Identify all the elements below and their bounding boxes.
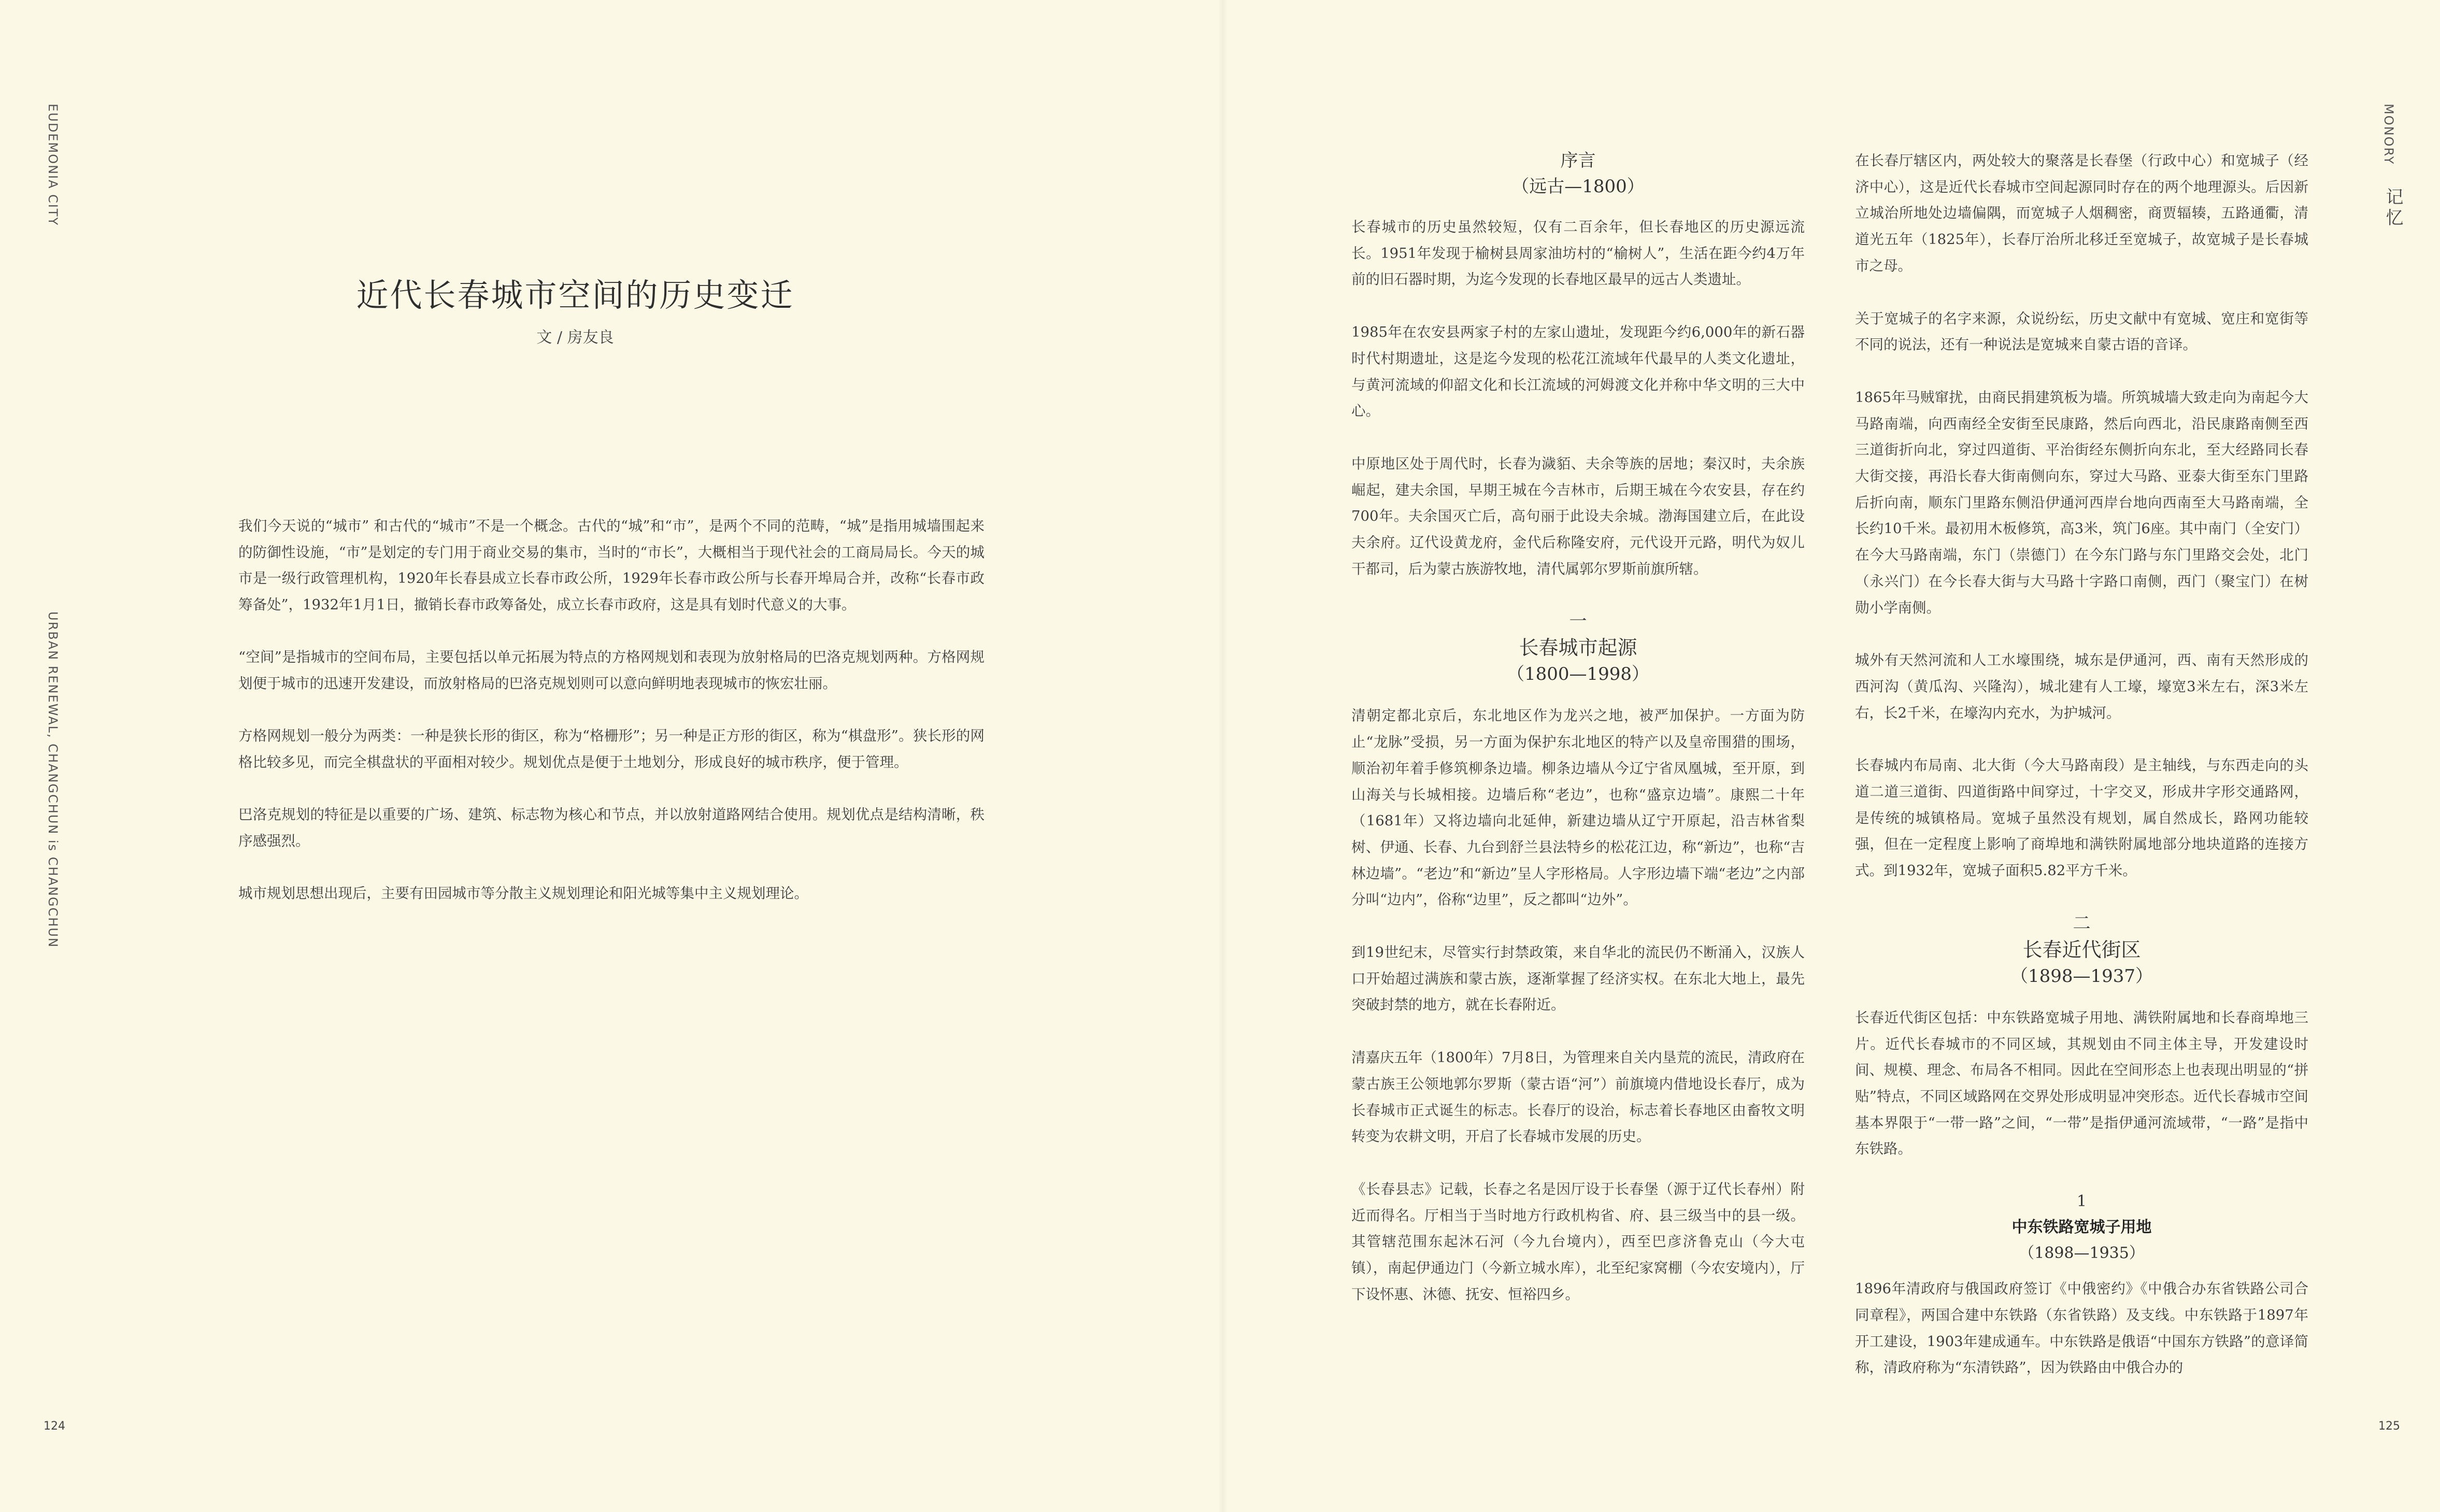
- section2-number: 二: [2073, 912, 2091, 934]
- body-paragraph: 城外有天然河流和人工水壕围绕，城东是伊通河，西、南有天然形成的西河沟（黄瓜沟、兴隆沟），城北建有人工壕，壕宽3米左右，深3米左右，长2千米，在壕沟内充水，为护城河。: [1855, 652, 2308, 721]
- subsection1-range: （1898—1935）: [2019, 1244, 2145, 1263]
- intro-paragraph: 巴洛克规划的特征是以重要的广场、建筑、标志物为核心和节点，并以放射道路网结合使用。规划优点是结构清晰，秩序感强烈。: [238, 806, 984, 849]
- body-paragraph: 关于宽城子的名字来源，众说纷纭，历史文献中有宽城、宽庄和宽街等不同的说法，还有一种说法是宽城来自蒙古语的音译。: [1855, 310, 2308, 353]
- section1-range: （1800—1998）: [1506, 664, 1650, 685]
- section2-title: 长春近代街区: [2022, 938, 2141, 961]
- preface-title: 序言: [1560, 150, 1596, 171]
- right-column: [1855, 148, 2308, 1407]
- preface-range: （远古—1800）: [1511, 176, 1645, 197]
- intro-paragraph: 方格网规划一般分为两类：一种是狭长形的街区，称为“格栅形”；另一种是正方形的街区，称为“棋盘形”。狭长形的网格比较多见，而完全棋盘状的平面相对较少。规划优点是便于土地划分，形成良好的城市秩序，便于管理。: [238, 728, 984, 771]
- middle-column: [1351, 148, 1805, 1334]
- preface-paragraph: 长春城市的历史虽然较短，仅有二百余年，但长春地区的历史源远流长。1951年发现于榆树县周家油坊村的“榆树人”，生活在距今约4万年前的旧石器时期，为迄今发现的长春地区最早的远古人类遗址。: [1351, 219, 1805, 288]
- subsection1-title: 中东铁路宽城子用地: [2011, 1218, 2152, 1237]
- section1-paragraph: 《长春县志》记载，长春之名是因厅设于长春堡（源于辽代长春州）附近而得名。厅相当于当时地方行政机构省、府、县三级当中的县一级。其管辖范围东起沐石河（今九台境内），西至巴彦济鲁克山（今大屯镇），南起伊通边门（今新立城水库），北至纪家窝棚（今农安境内），厅下设怀惠、沐德、抚安、恒裕四乡。: [1351, 1180, 1805, 1303]
- preface-paragraph: 中原地区处于周代时，长春为濊貊、夫余等族的居地；秦汉时，夫余族崛起，建夫余国，早期王城在今吉林市，后期王城在今农安县，存在约700年。夫余国灭亡后，高句丽于此设夫余城。渤海国建立后，在此设夫余府。辽代设黄龙府，金代后称隆安府，元代设开元路，明代为奴儿干都司，后为蒙古族游牧地，清代属郭尔罗斯前旗所辖。: [1351, 455, 1805, 577]
- preface-heading: [1351, 148, 1805, 199]
- subsection1-number: 1: [2076, 1192, 2087, 1211]
- page-number-left: 124: [44, 1420, 65, 1433]
- section1-paragraph: 到19世纪末，尽管实行封禁政策，来自华北的流民仍不断涌入，汉族人口开始超过满族和蒙古族，逐渐掌握了经济实权。在东北大地上，最先突破封禁的地方，就在长春附近。: [1351, 944, 1805, 1014]
- left-running-subtitle: URBAN RENEWAL, CHANGCHUN is CHANGCHUN: [46, 611, 60, 948]
- section1-paragraph: 清朝定都北京后，东北地区作为龙兴之地，被严加保护。一方面为防止“龙脉”受损，另一方面为保护东北地区的特产以及皇帝围猎的围场，顺治初年着手修筑柳条边墙。柳条边墙从今辽宁省凤凰城，至开原，到山海关与长城相接。边墙后称“老边”，也称“盛京边墙”。康熙二十年（1681年）又将边墙向北延伸，新建边墙从辽宁开原起，沿吉林省梨树、伊通、长春、九台到舒兰县法特乡的松花江边，称“新边”，也称“吉林边墙”。“老边”和“新边”呈人字形格局。人字形边墙下端“老边”之内部分叫“边内”，俗称“边里”，反之都叫“边外”。: [1351, 707, 1805, 908]
- section1-title: 长春城市起源: [1519, 636, 1637, 660]
- section1-number: 一: [1569, 611, 1587, 632]
- spread-fold: [1218, 0, 1228, 1512]
- intro-paragraph: 城市规划思想出现后，主要有田园城市等分散主义规划理论和阳光城等集中主义规划理论。: [238, 885, 808, 902]
- intro-column: [238, 513, 984, 933]
- section2-range: （1898—1937）: [2010, 965, 2153, 987]
- body-paragraph: 1865年马贼窜扰，由商民捐建筑板为墙。所筑城墙大致走向为南起今大马路南端，向西南经全安街至民康路，然后向西北，沿民康路南侧至西三道街折向北，穿过四道街、平治街经东侧折向东北，至大经路同长春大街交接，再沿长春大街南侧向东，穿过大马路、亚泰大街至东门里路后折向南，顺东门里路东侧沿伊通河西岸台地向西南至大马路南端，全长约10千米。最初用木板修筑，高3米，筑门6座。其中南门（全安门）在今大马路南端，东门（崇德门）在今东门路与东门里路交会处，北门（永兴门）在今长春大街与大马路十字路口南侧，西门（聚宝门）在树勋小学南侧。: [1855, 389, 2308, 616]
- section2-paragraph: 长春近代街区包括：中东铁路宽城子用地、满铁附属地和长春商埠地三片。近代长春城市的不同区域，其规划由不同主体主导，开发建设时间、规模、理念、布局各不相同。因此在空间形态上也表现出明显的“拼贴”特点，不同区域路网在交界处形成明显冲突形态。近代长春城市空间基本界限于“一带一路”之间，“一带”是指伊通河流域带，“一路”是指中东铁路。: [1855, 1009, 2308, 1158]
- body-paragraph: 在长春厅辖区内，两处较大的聚落是长春堡（行政中心）和宽城子（经济中心），这是近代长春城市空间起源同时存在的两个地理源头。后因新立城治所地处边墙偏隅，而宽城子人烟稠密，商贾辐辏，五路通衢，清道光五年（1825年），长春厅治所北移迁至宽城子，故宽城子是长春城市之母。: [1855, 152, 2308, 274]
- byline: 文 / 房友良: [536, 329, 614, 347]
- section1-heading: [1351, 608, 1805, 687]
- section2-heading: [1855, 910, 2308, 989]
- intro-paragraph: 我们今天说的“城市” 和古代的“城市”不是一个概念。古代的“城”和“市”，是两个不同的范畴，“城”是指用城墙围起来的防御性设施，“市”是划定的专门用于商业交易的集市，当时的“市长”，大概相当于现代社会的工商局局长。今天的城市是一级行政管理机构，1920年长春县成立长春市政公所，1929年长春市政公所与长春开埠局合并，改称“长春市政筹备处”，1932年1月1日，撤销长春市政筹备处，成立长春市政府，这是具有划时代意义的大事。: [238, 518, 984, 614]
- right-running-subtitle: 记忆: [2382, 188, 2403, 229]
- left-running-head: EUDEMONIA CITY: [46, 104, 60, 226]
- preface-paragraph: 1985年在农安县两家子村的左家山遗址，发现距今约6,000年的新石器时代村期遗址，这是迄今发现的松花江流域年代最早的人类文化遗址，与黄河流域的仰韶文化和长江流域的河姆渡文化并称中华文明的三大中心。: [1351, 324, 1805, 420]
- body-paragraph: 长春城内布局南、北大街（今大马路南段）是主轴线，与东西走向的头道二道三道街、四道街路中间穿过，十字交叉，形成井字形交通路网，是传统的城镇格局。宽城子虽然没有规划，属自然成长，路网功能较强，但在一定程度上影响了商埠地和满铁附属地部分地块道路的连接方式。到1932年，宽城子面积5.82平方千米。: [1855, 757, 2308, 879]
- page-number-right: 125: [2378, 1420, 2400, 1433]
- subsection1-paragraph: 1896年清政府与俄国政府签订《中俄密约》《中俄合办东省铁路公司合同章程》，两国合建中东铁路（东省铁路）及支线。中东铁路于1897年开工建设，1903年建成通车。中东铁路是俄语“中国东方铁路”的意译简称，清政府称为“东清铁路”，因为铁路由中俄合办的: [1855, 1280, 2308, 1376]
- article-title: 近代长春城市空间的历史变迁: [356, 276, 794, 314]
- section1-paragraph: 清嘉庆五年（1800年）7月8日，为管理来自关内垦荒的流民，清政府在蒙古族王公领地郭尔罗斯（蒙古语“河”）前旗境内借地设长春厅，成为长春城市正式诞生的标志。长春厅的设治，标志着长春地区由畜牧文明转变为农耕文明，开启了长春城市发展的历史。: [1351, 1049, 1805, 1145]
- subsection1-heading: [1855, 1189, 2308, 1266]
- right-running-head: MONORY: [2381, 104, 2396, 165]
- intro-paragraph: “空间”是指城市的空间布局，主要包括以单元拓展为特点的方格网规划和表现为放射格局的巴洛克规划两种。方格网规划便于城市的迅速开发建设，而放射格局的巴洛克规划则可以意向鲜明地表现城市的恢宏壮丽。: [238, 649, 984, 692]
